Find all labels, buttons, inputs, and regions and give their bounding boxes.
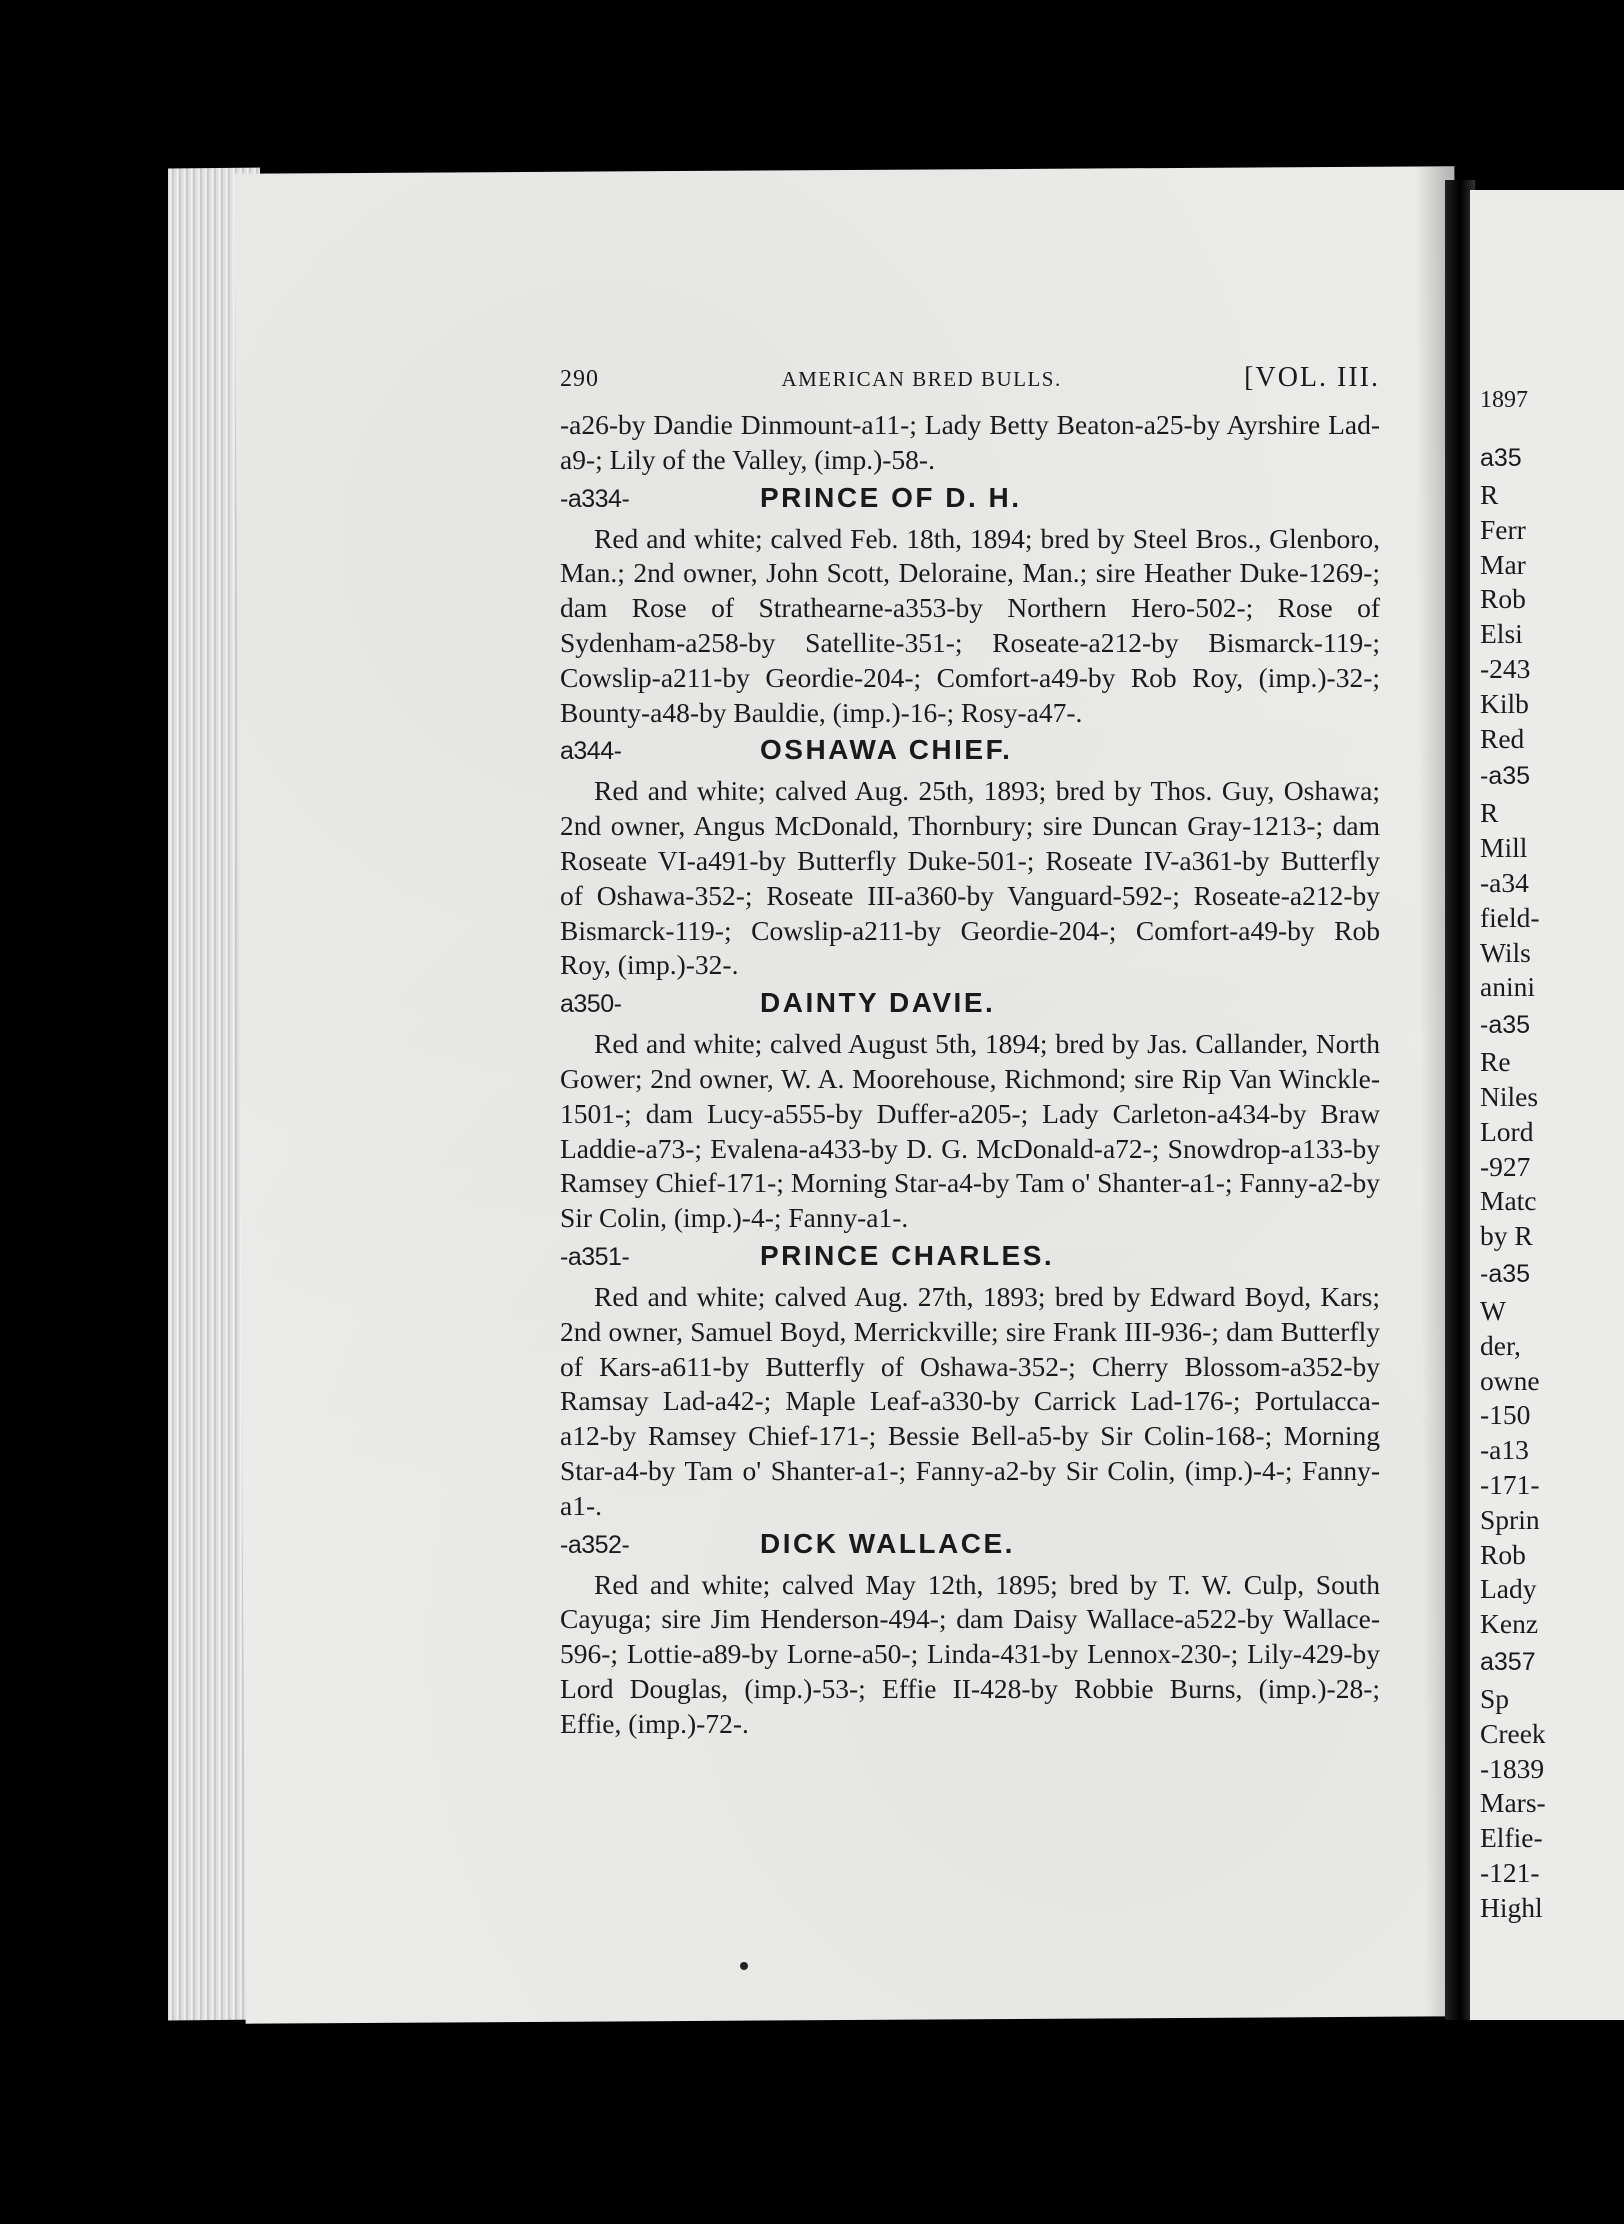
right-page-line: W (1480, 1294, 1506, 1326)
registration-number: -a334- (560, 484, 630, 513)
entry-pedigree: Red and white; calved Aug. 25th, 1893; bred by Thos. Guy, Oshawa; 2nd owner, Angus McDonald, Thornbury; sire Duncan Gray-1213-; dam Roseate VI-a491-by Butterfly Duke-501-; Roseate IV-a361-by Butterfly of Oshawa-352-; Roseate III-a360-by Vanguard-592-; Roseate-a212-by Bismarck-119-; Cowslip-a211-by Geordie-204-; Comfort-a49-by Rob Roy, (imp.)-32-. (560, 775, 1380, 981)
right-page-entry-heading: a357 (1480, 1647, 1536, 1676)
entry-pedigree: Red and white; calved August 5th, 1894; bred by Jas. Callander, North Gower; 2nd owner, W. A. Moorehouse, Richmond; sire Rip Van Winckle-1501-; dam Lucy-a555-by Duffer-a205-; Lady Carleton-a434-by Braw Laddie-a73-; Evalena-a433-by D. G. McDonald-a72-; Snowdrop-a133-by Ramsey Chief-171-; Morning Star-a4-by Tam o' Shanter-a1-; Fanny-a2-by Sir Colin, (imp.)-4-; Fanny-a1-. (560, 1028, 1380, 1234)
right-page-line: Lord (1480, 1115, 1534, 1147)
bull-name: DICK WALLACE. (760, 1527, 1015, 1559)
right-page-line: -1839 (1480, 1752, 1545, 1784)
right-page-text (1480, 380, 1624, 1925)
right-page-line: Creek (1480, 1717, 1546, 1749)
bull-entry (560, 734, 1380, 983)
right-page-line: anini (1480, 971, 1535, 1003)
bull-name: PRINCE OF D. H. (760, 481, 1022, 513)
bull-entry (560, 987, 1380, 1236)
bull-name: DAINTY DAVIE. (760, 987, 996, 1019)
right-page-line: Highl (1480, 1891, 1543, 1923)
right-page-line: Kenz (1480, 1608, 1539, 1640)
entry-pedigree: Red and white; calved Feb. 18th, 1894; bred by Steel Bros., Glenboro, Man.; 2nd owner, John Scott, Deloraine, Man.; sire Heather Duke-1269-; dam Rose of Strathearne-a353-by Northern Hero-502-; Rose of Sydenham-a258-by Satellite-351-; Roseate-a212-by Bismarck-119-; Cowslip-a211-by Geordie-204-; Comfort-a49-by Rob Roy, (imp.)-32-; Bounty-a48-by Bauldie, (imp.)-16-; Rosy-a47-. (560, 522, 1380, 728)
right-page-line: by R (1480, 1220, 1533, 1252)
right-page-lines (1480, 438, 1624, 1925)
continuation-paragraph: -a26-by Dandie Dinmount-a11-; Lady Betty Beaton-a25-by Ayrshire Lad-a9-; Lily of the Valley, (imp.)-58-. (560, 409, 1380, 475)
entry-heading (560, 734, 1380, 774)
registration-number: a350- (560, 990, 622, 1019)
bull-entry (560, 482, 1380, 731)
right-page-line: field- (1480, 901, 1540, 933)
right-page-line: -171- (1480, 1468, 1540, 1500)
right-page-line: Red (1480, 722, 1525, 754)
ink-dot (740, 1962, 748, 1970)
registration-number: a344- (560, 737, 622, 766)
right-page-line: Rob (1480, 583, 1526, 615)
running-head (560, 362, 1380, 394)
right-page-line: owne (1480, 1364, 1540, 1396)
right-page-line: Elsi (1480, 618, 1523, 650)
right-page-line: -a34 (1480, 866, 1529, 898)
right-page-line: -150 (1480, 1399, 1531, 1431)
right-page-line: R (1480, 797, 1499, 829)
right-page-line: Re (1480, 1046, 1511, 1078)
bull-name: PRINCE CHARLES. (760, 1239, 1055, 1271)
right-page-line: Mar (1480, 548, 1526, 580)
right-page-line: Mill (1480, 832, 1528, 864)
right-page-line: -121- (1480, 1856, 1540, 1888)
right-page-fragment (1470, 190, 1624, 2020)
right-page-line: Matc (1480, 1185, 1537, 1217)
volume-label: [VOL. III. (1244, 362, 1380, 393)
right-page-line: Sprin (1480, 1503, 1540, 1535)
running-title: AMERICAN BRED BULLS. (781, 367, 1062, 391)
right-page-number: 1897 (1480, 387, 1528, 413)
right-page-line: -a13 (1480, 1434, 1529, 1466)
right-page-line: R (1480, 479, 1499, 510)
right-page-line: Elfie- (1480, 1822, 1543, 1854)
bull-entry (560, 1240, 1380, 1524)
right-page-entry-heading: -a35 (1480, 1259, 1531, 1288)
right-page-entry-heading: -a35 (1480, 1011, 1531, 1040)
right-page-line: Sp (1480, 1682, 1510, 1714)
bull-name: OSHAWA CHIEF. (760, 734, 1013, 766)
right-page-line: Mars- (1480, 1787, 1546, 1819)
entry-pedigree: Red and white; calved May 12th, 1895; bred by T. W. Culp, South Cayuga; sire Jim Henderson-494-; dam Daisy Wallace-a522-by Wallace-596-; Lottie-a89-by Lorne-a50-; Linda-431-by Lennox-230-; Lily-429-by Lord Douglas, (imp.)-53-; Effie II-428-by Robbie Burns, (imp.)-28-; Effie, (imp.)-72-. (560, 1568, 1380, 1739)
entry-heading (560, 1528, 1380, 1568)
page-number: 290 (560, 366, 599, 392)
bull-entry (560, 1528, 1380, 1742)
right-page-line: Niles (1480, 1080, 1539, 1112)
left-page-text (560, 362, 1380, 1742)
right-page-entry-heading: a35 (1480, 444, 1522, 472)
right-page-line: der, (1480, 1329, 1521, 1361)
entry-pedigree: Red and white; calved Aug. 27th, 1893; bred by Edward Boyd, Kars; 2nd owner, Samuel Boyd, Merrickville; sire Frank III-936-; dam Butterfly of Kars-a611-by Butterfly of Oshawa-352-; Cherry Blossom-a352-by Ramsay Lad-a42-; Maple Leaf-a330-by Carrick Lad-176-; Portulacca-a12-by Ramsey Chief-171-; Bessie Bell-a5-by Sir Colin-168-; Morning Star-a4-by Tam o' Shanter-a1-; Fanny-a2-by Sir Colin, (imp.)-4-; Fanny-a1-. (560, 1280, 1380, 1521)
right-page-line: -243 (1480, 652, 1531, 684)
entry-heading (560, 987, 1380, 1027)
registration-number: -a351- (560, 1242, 630, 1271)
registration-number: -a352- (560, 1530, 630, 1559)
entry-heading (560, 482, 1380, 522)
right-page-entry-heading: -a35 (1480, 762, 1531, 791)
entry-heading (560, 1240, 1380, 1280)
right-page-line: Lady (1480, 1573, 1537, 1605)
right-page-line: Ferr (1480, 513, 1526, 545)
right-page-line: -927 (1480, 1150, 1531, 1182)
right-page-line: Kilb (1480, 687, 1529, 719)
right-page-line: Wils (1480, 936, 1531, 968)
right-page-line: Rob (1480, 1538, 1526, 1570)
